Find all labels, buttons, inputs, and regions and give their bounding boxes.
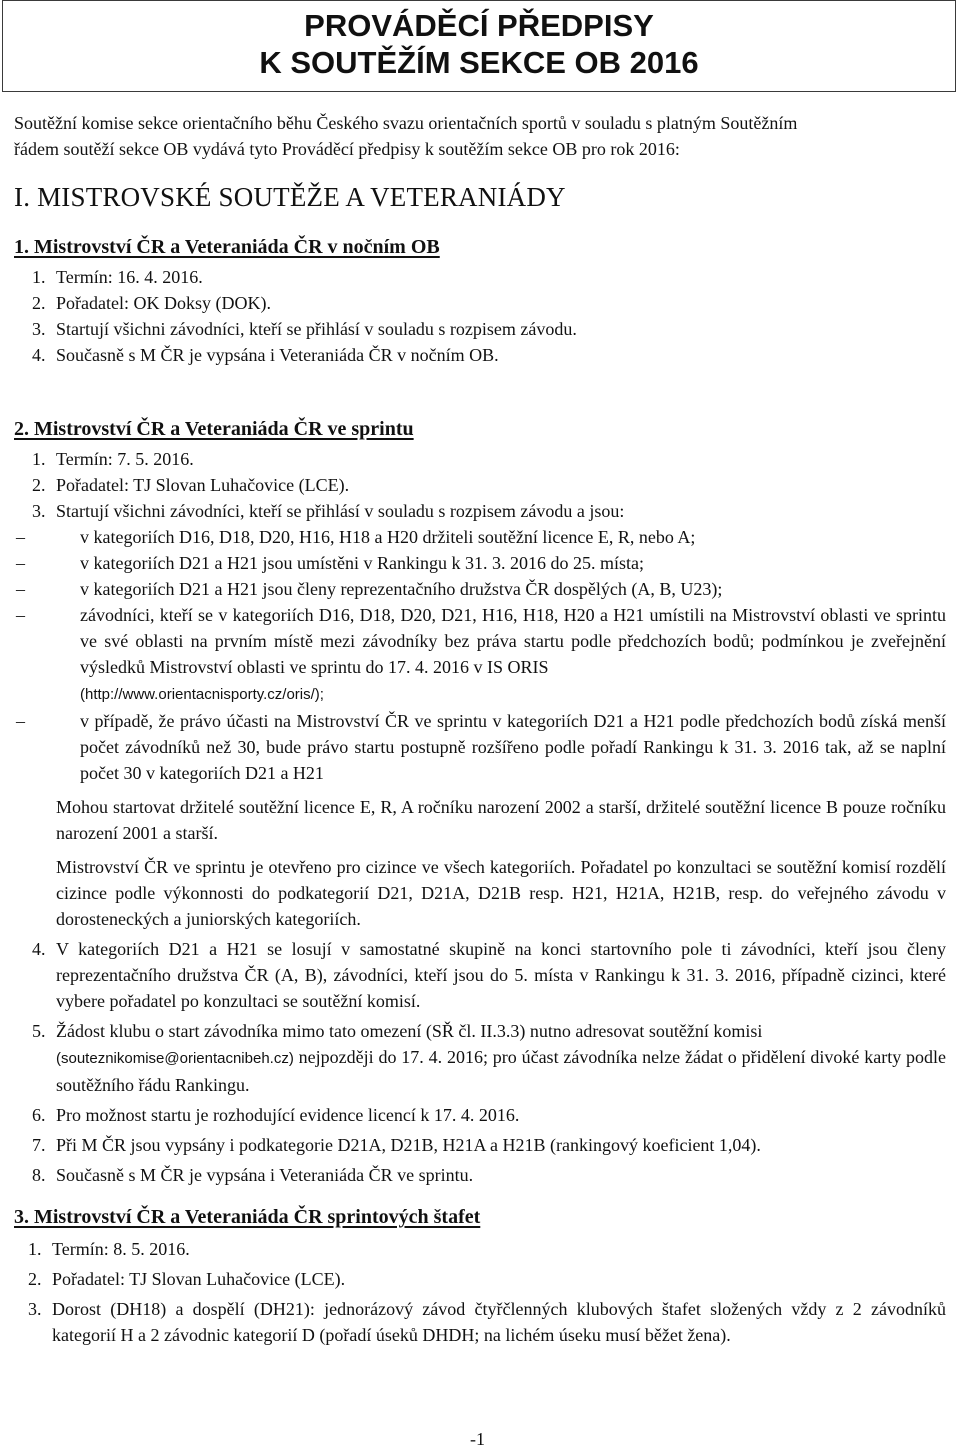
item-text: Dorost (DH18) a dospělí (DH21): jednorázový závod čtyřčlenných klubových štafet složených vždy z 2 závodníků kategorií H a 2 závodnic kategorií D (pořadí úseků DHDH; na lichém úseku musí běžet žena). <box>52 1299 946 1345</box>
item-number: 2. <box>32 293 46 313</box>
list-item <box>32 342 946 368</box>
section1-list <box>32 264 946 368</box>
item-number: 3. <box>28 1299 42 1319</box>
bullet-text: v kategoriích D21 a H21 jsou členy reprezentačního družstva ČR dospělých (A, B, U23); <box>80 579 723 599</box>
intro-line-1: Soutěžní komise sekce orientačního běhu Českého svazu orientačních sportů v souladu s platným Soutěžním <box>14 113 798 133</box>
list-item <box>32 498 946 524</box>
page-number: -1 <box>470 1429 485 1449</box>
list-item <box>28 1236 946 1262</box>
item-text: Pořadatel: OK Doksy (DOK). <box>56 293 271 313</box>
dash-bullet: – <box>16 605 25 625</box>
intro-paragraph <box>14 110 946 162</box>
list-item <box>28 1266 946 1292</box>
list-item <box>32 1132 946 1158</box>
list-item <box>28 1296 946 1348</box>
item-text: Pořadatel: TJ Slovan Luhačovice (LCE). <box>52 1269 346 1289</box>
item-text: Pořadatel: TJ Slovan Luhačovice (LCE). <box>56 475 350 495</box>
foreigners-paragraph: Mistrovství ČR ve sprintu je otevřeno pro cizince ve všech kategoriích. Pořadatel po konzultaci se soutěžní komisí rozdělí cizince podle výkonnosti do podkategorií D21, D21A, D21B resp. H21, H21A, H21B, resp. do veřejného závodu v dorosteneckých a juniorských kategoriích. <box>56 857 946 929</box>
licence-paragraph: Mohou startovat držitelé soutěžní licence E, R, A ročníku narození 2002 a starší, držitelé soutěžní licence B pouze ročníku narození 2001 a starší. <box>56 797 946 843</box>
section3-list <box>28 1236 946 1348</box>
dash-bullet: – <box>16 553 25 573</box>
section1-heading: 1. Mistrovství ČR a Veteraniáda ČR v nočním OB <box>14 236 440 258</box>
list-item <box>32 264 946 290</box>
bullet-text: závodníci, kteří se v kategoriích D16, D18, D20, D21, H16, H18, H20 a H21 umístili na Mistrovství oblasti ve sprintu ve své oblasti na prvním místě mezi závodníky bez práva startu podle předchozích bodů; podmínkou je zveřejnění výsledků Mistrovství oblasti ve sprintu do 17. 4. 2016 v IS ORIS <box>80 605 946 677</box>
item-text: Termín: 16. 4. 2016. <box>56 267 203 287</box>
item-text: Žádost klubu o start závodníka mimo tato omezení (SŘ čl. II.3.3) nutno adresovat soutěžní komisi <box>56 1021 763 1041</box>
email-address: (souteznikomise@orientacnibeh.cz) <box>56 1050 294 1067</box>
list-item <box>32 446 946 472</box>
dash-bullet: – <box>16 579 25 599</box>
item-text: V kategoriích D21 a H21 se losují v samostatné skupině na konci startovního pole ti závodníci, kteří jsou členy reprezentačního družstva ČR (A, B), závodníci, kteří jsou do 5. místa v Rankingu k 31. 3. 2016, případně cizinci, které vybere pořadatel po konzultaci se soutěžní komisí. <box>56 939 946 1011</box>
item-number: 1. <box>32 449 46 469</box>
item-number: 6. <box>32 1105 46 1125</box>
eligibility-bullets <box>16 524 946 786</box>
list-item <box>32 472 946 498</box>
list-item <box>32 316 946 342</box>
bullet-item <box>16 602 946 708</box>
item-number: 4. <box>32 345 46 365</box>
bullet-item <box>16 550 946 576</box>
item-text: Současně s M ČR je vypsána i Veteraniáda ČR v nočním OB. <box>56 345 499 365</box>
item-number: 5. <box>32 1021 46 1041</box>
title-line-2: K SOUTĚŽÍM SEKCE OB 2016 <box>259 45 699 80</box>
oris-url: (http://www.orientacnisporty.cz/oris/); <box>80 686 324 703</box>
item-text: Termín: 7. 5. 2016. <box>56 449 194 469</box>
bullet-item <box>16 524 946 550</box>
bullet-item <box>16 576 946 602</box>
bullet-text: v kategoriích D21 a H21 jsou umístěni v Rankingu k 31. 3. 2016 do 25. místa; <box>80 553 644 573</box>
section2-heading: 2. Mistrovství ČR a Veteraniáda ČR ve sprintu <box>14 418 414 440</box>
dash-bullet: – <box>16 711 25 731</box>
title-line-1: PROVÁDĚCÍ PŘEDPISY <box>304 8 654 43</box>
list-item <box>32 1018 946 1098</box>
list-item <box>32 290 946 316</box>
item-text: Pro možnost startu je rozhodující evidence licencí k 17. 4. 2016. <box>56 1105 520 1125</box>
item-number: 7. <box>32 1135 46 1155</box>
item-number: 8. <box>32 1165 46 1185</box>
item-text: Současně s M ČR je vypsána i Veteraniáda ČR ve sprintu. <box>56 1165 474 1185</box>
title-box <box>2 0 956 92</box>
part1-heading: I. MISTROVSKÉ SOUTĚŽE A VETERANIÁDY <box>14 182 566 212</box>
item-number: 3. <box>32 501 46 521</box>
dash-bullet: – <box>16 527 25 547</box>
item-text: Při M ČR jsou vypsány i podkategorie D21A, D21B, H21A a H21B (rankingový koeficient 1,04). <box>56 1135 761 1155</box>
list-item <box>32 936 946 1014</box>
item-text: Startují všichni závodníci, kteří se přihlásí v souladu s rozpisem závodu. <box>56 319 577 339</box>
item-text: Termín: 8. 5. 2016. <box>52 1239 190 1259</box>
item-number: 4. <box>32 939 46 959</box>
item-number: 1. <box>32 267 46 287</box>
item-text: nejpozději do 17. 4. 2016; pro účast závodníka nelze žádat o přidělení divoké karty podle soutěžního řádu Rankingu. <box>56 1047 947 1095</box>
section3-heading: 3. Mistrovství ČR a Veteraniáda ČR sprintových štafet <box>14 1206 481 1228</box>
section2-list <box>16 446 947 1188</box>
bullet-item <box>16 708 946 786</box>
item-number: 2. <box>32 475 46 495</box>
bullet-text: v případě, že právo účasti na Mistrovství ČR ve sprintu v kategoriích D21 a H21 podle předchozích bodů získá menší počet závodníků než 30, bude právo startu postupně rozšířeno podle pořadí Rankingu k 31. 3. 2016 tak, až se naplní počet 30 v kategoriích D21 a H21 <box>80 711 946 783</box>
item-number: 1. <box>28 1239 42 1259</box>
list-item <box>32 1162 946 1188</box>
intro-line-2: řádem soutěží sekce OB vydává tyto Prováděcí předpisy k soutěžím sekce OB pro rok 2016: <box>14 139 680 159</box>
item-text: Startují všichni závodníci, kteří se přihlásí v souladu s rozpisem závodu a jsou: <box>56 501 625 521</box>
bullet-text: v kategoriích D16, D18, D20, H16, H18 a H20 držiteli soutěžní licence E, R, nebo A; <box>80 527 696 547</box>
list-item <box>32 1102 946 1128</box>
item-number: 2. <box>28 1269 42 1289</box>
item-number: 3. <box>32 319 46 339</box>
